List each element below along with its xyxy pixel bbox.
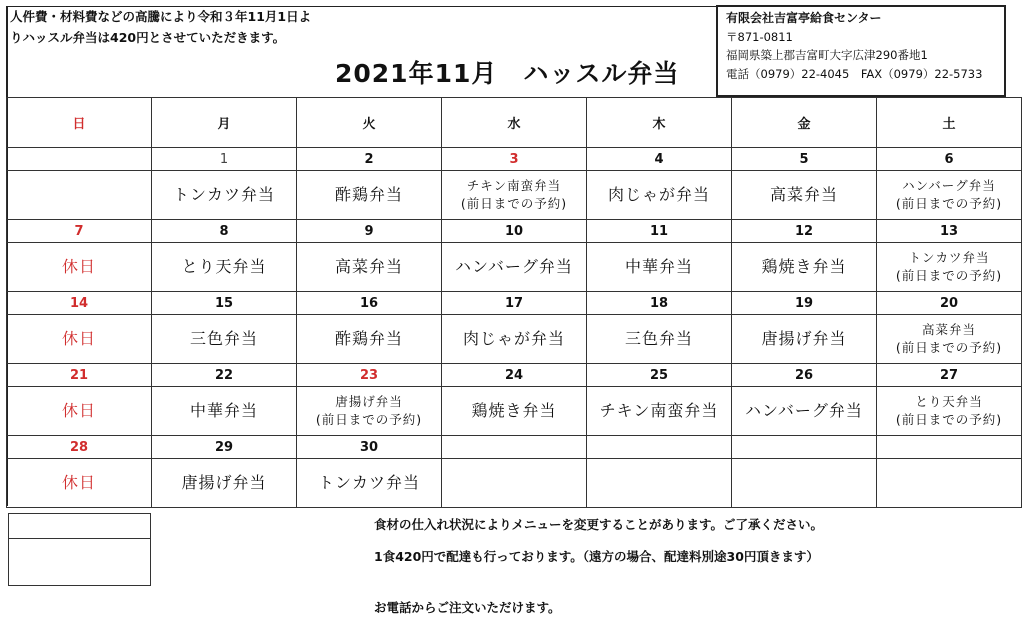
menu-cell xyxy=(442,459,587,508)
company-phone: 電話（0979）22-4045 FAX（0979）22-5733 xyxy=(726,66,983,81)
menu-item-name: チキン南蛮弁当 xyxy=(599,401,719,420)
day-number-cell: 28 xyxy=(7,436,152,459)
menu-item-name: トンカツ弁当 xyxy=(908,250,990,265)
menu-item-name: 三色弁当 xyxy=(189,329,258,348)
day-number-cell: 21 xyxy=(7,364,152,387)
menu-cell xyxy=(587,459,732,508)
menu-row xyxy=(7,459,1022,508)
menu-cell xyxy=(152,171,297,220)
footer-order-note: お電話からご注文いただけます。 xyxy=(374,600,561,615)
menu-cell xyxy=(732,243,877,292)
day-number-cell xyxy=(877,436,1022,459)
day-number-cell: 16 xyxy=(297,292,442,315)
day-number-cell: 15 xyxy=(152,292,297,315)
menu-item-name: 休日 xyxy=(61,257,96,276)
page-title: 2021年11月 ハッスル弁当 xyxy=(335,59,680,88)
day-number-cell: 9 xyxy=(297,220,442,243)
day-number-cell: 14 xyxy=(7,292,152,315)
menu-cell xyxy=(587,387,732,436)
menu-item-name: 休日 xyxy=(61,329,96,348)
day-number-cell: 25 xyxy=(587,364,732,387)
reservation-note: (前日までの予約) xyxy=(895,412,1003,427)
menu-item-name: とり天弁当 xyxy=(915,394,983,409)
menu-cell xyxy=(877,243,1022,292)
weekday-header: 金 xyxy=(732,98,877,148)
menu-cell xyxy=(442,387,587,436)
day-number-cell: 27 xyxy=(877,364,1022,387)
day-number-cell xyxy=(587,436,732,459)
day-number-cell: 30 xyxy=(297,436,442,459)
footer-delivery-note: 1食420円で配達も行っております。（遠方の場合、配達料別途30円頂きます） xyxy=(374,549,819,564)
menu-cell xyxy=(732,387,877,436)
company-postal: 〒871-0811 xyxy=(726,29,793,44)
day-number-cell: 5 xyxy=(732,148,877,171)
day-number-cell: 3 xyxy=(442,148,587,171)
menu-cell xyxy=(732,171,877,220)
day-number-cell: 17 xyxy=(442,292,587,315)
weekday-header: 日 xyxy=(7,98,152,148)
menu-item-name: 肉じゃが弁当 xyxy=(607,185,710,204)
menu-cell xyxy=(732,315,877,364)
menu-row xyxy=(7,243,1022,292)
reservation-note: (前日までの予約) xyxy=(315,412,423,427)
menu-item-name: とり天弁当 xyxy=(181,257,267,276)
menu-item-name: 高菜弁当 xyxy=(921,322,976,337)
menu-item-name: トンカツ弁当 xyxy=(172,185,275,204)
menu-item-name: ハンバーグ弁当 xyxy=(745,401,863,420)
day-number-cell: 10 xyxy=(442,220,587,243)
menu-cell xyxy=(297,243,442,292)
menu-cell xyxy=(297,315,442,364)
menu-item-name: 休日 xyxy=(61,401,96,420)
menu-cell xyxy=(152,387,297,436)
menu-cell xyxy=(152,315,297,364)
day-number-cell: 22 xyxy=(152,364,297,387)
menu-row xyxy=(7,315,1022,364)
day-number-cell: 6 xyxy=(877,148,1022,171)
menu-cell xyxy=(297,459,442,508)
blank-box-lower xyxy=(8,538,151,586)
day-number-cell: 1 xyxy=(152,148,297,171)
day-number-cell: 29 xyxy=(152,436,297,459)
weekday-header: 土 xyxy=(877,98,1022,148)
price-notice-line2: りハッスル弁当は420円とさせていただきます。 xyxy=(10,30,286,45)
date-row xyxy=(7,148,1022,171)
day-number-cell: 7 xyxy=(7,220,152,243)
menu-cell xyxy=(877,387,1022,436)
menu-item-name: 中華弁当 xyxy=(624,257,693,276)
weekday-header-row xyxy=(7,98,1022,148)
date-row xyxy=(7,220,1022,243)
day-number-cell xyxy=(7,148,152,171)
weekday-header: 木 xyxy=(587,98,732,148)
menu-item-name: 鶏焼き弁当 xyxy=(761,257,847,276)
day-number-cell: 19 xyxy=(732,292,877,315)
day-number-cell: 18 xyxy=(587,292,732,315)
holiday-cell xyxy=(7,243,152,292)
menu-item-name: 唐揚げ弁当 xyxy=(335,394,403,409)
footer-menu-change-note: 食材の仕入れ状況によりメニューを変更することがあります。ご了承ください。 xyxy=(374,517,824,532)
menu-item-name: 休日 xyxy=(61,473,96,492)
menu-item-name: 中華弁当 xyxy=(189,401,258,420)
menu-cell xyxy=(732,459,877,508)
menu-row xyxy=(7,171,1022,220)
menu-item-name: ハンバーグ弁当 xyxy=(902,178,996,193)
menu-cell xyxy=(587,315,732,364)
holiday-cell xyxy=(7,387,152,436)
menu-item-name: 鶏焼き弁当 xyxy=(471,401,557,420)
menu-cell xyxy=(877,459,1022,508)
day-number-cell: 23 xyxy=(297,364,442,387)
weekday-header: 水 xyxy=(442,98,587,148)
company-info-box xyxy=(716,5,1006,97)
menu-cell xyxy=(7,171,152,220)
menu-calendar xyxy=(6,97,1022,508)
menu-cell xyxy=(152,459,297,508)
menu-cell xyxy=(587,171,732,220)
day-number-cell: 12 xyxy=(732,220,877,243)
company-name: 有限会社吉富亭給食センター xyxy=(726,11,882,25)
date-row xyxy=(7,292,1022,315)
menu-row xyxy=(7,387,1022,436)
menu-item-name: 唐揚げ弁当 xyxy=(761,329,847,348)
menu-item-name: 酢鶏弁当 xyxy=(334,329,403,348)
weekday-header: 月 xyxy=(152,98,297,148)
holiday-cell xyxy=(7,459,152,508)
date-row xyxy=(7,364,1022,387)
day-number-cell: 26 xyxy=(732,364,877,387)
day-number-cell: 11 xyxy=(587,220,732,243)
menu-cell xyxy=(442,315,587,364)
menu-cell xyxy=(297,171,442,220)
day-number-cell: 24 xyxy=(442,364,587,387)
reservation-note: (前日までの予約) xyxy=(895,340,1003,355)
menu-item-name: チキン南蛮弁当 xyxy=(466,178,562,193)
date-row xyxy=(7,436,1022,459)
holiday-cell xyxy=(7,315,152,364)
menu-item-name: トンカツ弁当 xyxy=(317,473,420,492)
menu-item-name: 高菜弁当 xyxy=(334,257,403,276)
day-number-cell: 13 xyxy=(877,220,1022,243)
blank-box-upper xyxy=(8,513,151,539)
day-number-cell: 2 xyxy=(297,148,442,171)
menu-item-name: 肉じゃが弁当 xyxy=(462,329,565,348)
weekday-header: 火 xyxy=(297,98,442,148)
price-notice-line1: 人件費・材料費などの高騰により令和３年11月1日よ xyxy=(10,9,312,24)
price-notice xyxy=(10,6,370,48)
reservation-note: (前日までの予約) xyxy=(460,196,568,211)
menu-item-name: ハンバーグ弁当 xyxy=(455,257,573,276)
menu-cell xyxy=(877,171,1022,220)
menu-cell xyxy=(587,243,732,292)
menu-item-name: 酢鶏弁当 xyxy=(334,185,403,204)
day-number-cell: 4 xyxy=(587,148,732,171)
menu-cell xyxy=(297,387,442,436)
menu-item-name: 唐揚げ弁当 xyxy=(181,473,267,492)
menu-cell xyxy=(442,243,587,292)
menu-cell xyxy=(877,315,1022,364)
reservation-note: (前日までの予約) xyxy=(895,196,1003,211)
reservation-note: (前日までの予約) xyxy=(895,268,1003,283)
day-number-cell xyxy=(732,436,877,459)
menu-cell xyxy=(152,243,297,292)
day-number-cell xyxy=(442,436,587,459)
day-number-cell: 20 xyxy=(877,292,1022,315)
menu-item-name: 高菜弁当 xyxy=(769,185,838,204)
menu-item-name: 三色弁当 xyxy=(624,329,693,348)
company-address: 福岡県築上郡吉富町大字広津290番地1 xyxy=(726,48,928,62)
day-number-cell: 8 xyxy=(152,220,297,243)
menu-cell xyxy=(442,171,587,220)
